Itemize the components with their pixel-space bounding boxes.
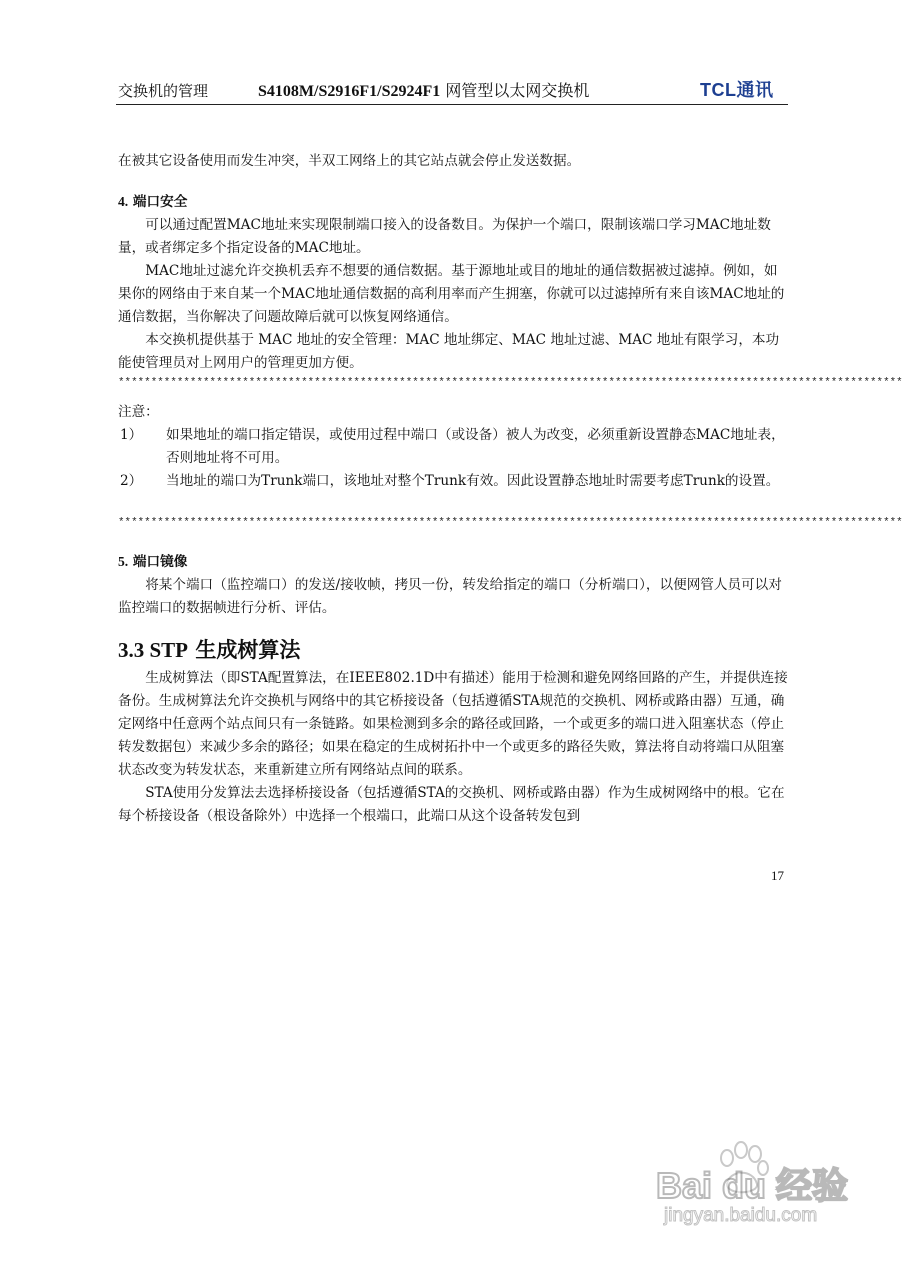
- note-item: [118, 424, 788, 470]
- header-document-title: [258, 78, 589, 101]
- section-3-3-paragraph-2: STA使用分发算法去选择桥接设备（包括遵循STA的交换机、网桥或路由器）作为生成树网络中的根。它在每个桥接设备（根设备除外）中选择一个根端口，此端口从这个设备转发包到: [118, 785, 785, 824]
- note-title: 注意：: [118, 404, 159, 420]
- section-5-paragraph-1: 将某个端口（监控端口）的发送/接收帧，拷贝一份，转发给指定的端口（分析端口），以便网管人员可以对监控端口的数据帧进行分析、评估。: [118, 577, 782, 616]
- section-4-heading: [118, 190, 788, 214]
- page-number: 17: [771, 868, 784, 883]
- header-title-rest: 网管型以太网交换机: [440, 81, 590, 100]
- header-section-label: 交换机的管理: [118, 82, 209, 100]
- section-4-paragraph-1: 可以通过配置MAC地址来实现限制端口接入的设备数目。为保护一个端口，限制该端口学习MAC地址数量，或者绑定多个指定设备的MAC地址。: [118, 217, 771, 256]
- watermark-url: jingyan.baidu.com: [664, 1205, 818, 1226]
- note-item-text: 如果地址的端口指定错误，或使用过程中端口（或设备）被人为改变，必须重新设置静态MAC地址表，否则地址将不可用。: [166, 427, 785, 466]
- note-item-text: 当地址的端口为Trunk端口，该地址对整个Trunk有效。因此设置静态地址时需要考虑Trunk的设置。: [166, 473, 780, 489]
- section-5-heading: [118, 550, 788, 574]
- section-4-number: 4.: [118, 194, 129, 209]
- note-box: [118, 401, 788, 493]
- tcl-logo: TCL通讯: [700, 80, 774, 100]
- star-separator-bottom: ************************************************************************************************************************: [118, 517, 903, 529]
- section-3-3-paragraph-1: 生成树算法（即STA配置算法，在IEEE802.1D中有描述）能用于检测和避免网络回路的产生，并提供连接备份。生成树算法允许交换机与网络中的其它桥接设备（包括遵循STA规范的交换机、网桥或路由器）互通，确定网络中任意两个站点间只有一条链路。如果检测到多余的路径或回路，一个或更多的端口进入阻塞状态（停止转发数据包）来减少多余的路径；如果在稳定的生成树拓扑中一个或更多的路径失败，算法将自动将端口从阻塞状态改变为转发状态，来重新建立所有网络站点间的联系。: [118, 670, 788, 778]
- section-3-3-heading: [118, 634, 300, 664]
- note-item-number: 2）: [120, 473, 143, 489]
- section-4-title: 端口安全: [128, 194, 188, 210]
- section-port-mirroring: [118, 550, 788, 620]
- section-3-3-title: 生成树算法: [188, 637, 301, 662]
- intro-line: 在被其它设备使用而发生冲突，半双工网络上的其它站点就会停止发送数据。: [118, 153, 581, 169]
- note-item-number: 1）: [120, 427, 143, 443]
- watermark-brand: Bai du 经验: [656, 1165, 849, 1206]
- star-separator-top: ************************************************************************************************************************: [118, 377, 903, 389]
- section-3-3-number: 3.3 STP: [118, 638, 189, 662]
- header-divider: [116, 104, 788, 105]
- header-model: S4108M/S2916F1/S2924F1: [258, 83, 441, 100]
- note-item: [118, 470, 788, 493]
- section-4-paragraph-3: 本交换机提供基于 MAC 地址的安全管理：MAC 地址绑定、MAC 地址过滤、MAC 地址有限学习，本功能使管理员对上网用户的管理更加方便。: [118, 332, 780, 371]
- section-5-number: 5.: [118, 554, 129, 569]
- intro-paragraph: [118, 150, 788, 173]
- section-stp: [118, 667, 788, 828]
- section-4-paragraph-2: MAC地址过滤允许交换机丢弃不想要的通信数据。基于源地址或目的地址的通信数据被过滤掉。例如，如果你的网络由于来自某一个MAC地址通信数据的高利用率而产生拥塞，你就可以过滤掉所有来自该MAC地址的通信数据，当你解决了问题故障后就可以恢复网络通信。: [118, 263, 785, 325]
- section-port-security: [118, 190, 788, 375]
- section-5-title: 端口镜像: [128, 554, 188, 570]
